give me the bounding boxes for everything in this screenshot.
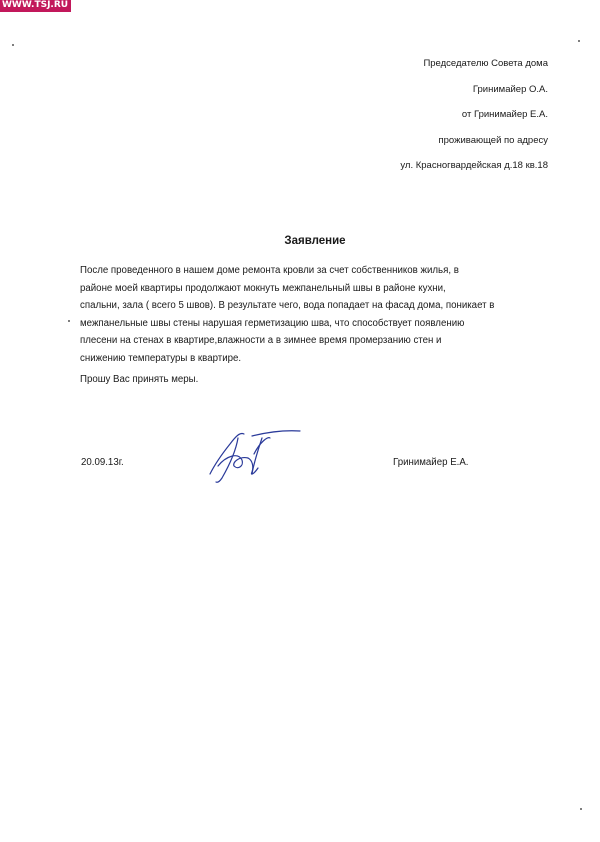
body-line: снижению температуры в квартире. — [80, 352, 242, 364]
addressee-street-address: ул. Красногвардейская д.18 кв.18 — [400, 160, 548, 171]
addressee-recipient-name: Гринимайер О.А. — [472, 83, 548, 95]
scan-speck — [12, 44, 14, 46]
addressee-block — [400, 58, 548, 186]
body-line: спальни, зала ( всего 5 швов). В результате чего, вода попадает на фасад дома, поникает в — [80, 300, 495, 312]
body-line: плесени на стенах в квартире,влажности а в зимнее время промерзанию стен и — [80, 335, 442, 347]
scan-speck — [578, 40, 580, 42]
handwritten-signature — [208, 426, 308, 486]
signer-name: Гринимайер Е.А. — [393, 457, 469, 468]
statement-body — [80, 262, 520, 368]
addressee-residence-label: проживающей по адресу — [438, 134, 548, 146]
site-watermark: WWW.TSJ.RU — [0, 0, 71, 12]
scan-speck — [68, 320, 70, 322]
body-line: районе моей квартиры продолжают мокнуть межпанельный швы в районе кухни, — [80, 282, 446, 294]
document-title: Заявление — [284, 235, 346, 247]
body-line: После проведенного в нашем доме ремонта кровли за счет собственников жилья, в — [80, 265, 459, 276]
document-date: 20.09.13г. — [81, 457, 124, 468]
body-line: межпанельные швы стены нарушая герметизацию шва, что способствует появлению — [80, 317, 465, 329]
addressee-sender-name: от Гринимайер Е.А. — [461, 109, 548, 120]
scan-speck — [580, 808, 582, 810]
request-line: Прошу Вас принять меры. — [80, 374, 199, 385]
addressee-recipient-title: Председателю Совета дома — [423, 58, 548, 69]
